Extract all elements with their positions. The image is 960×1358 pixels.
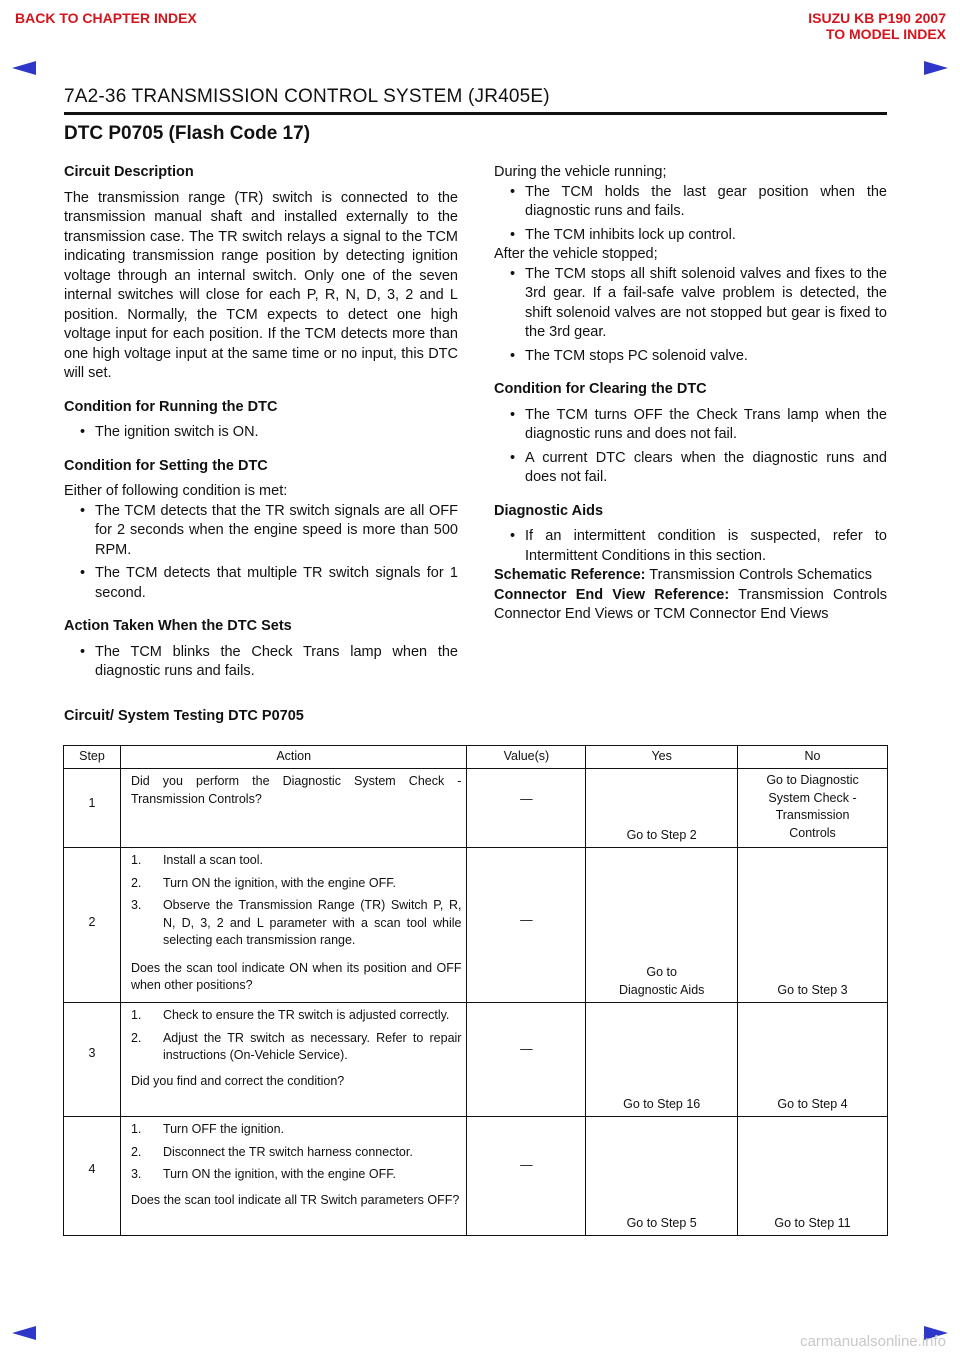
list-item: • The TCM stops all shift solenoid valves and fixes to the 3rd gear. If a fail-safe valve problem is detected, the shift solenoid valves are not stopped but gear is fixed to the 3rd gear. (494, 265, 887, 343)
yes-link[interactable]: Go to Step 5 (626, 1215, 697, 1230)
condition-running-list (64, 423, 458, 443)
diagnostic-steps-table (63, 745, 888, 1236)
no-link[interactable]: Go to Step 4 (777, 1096, 848, 1111)
list-item: 1. Install a scan tool. (130, 853, 263, 867)
list-item: 2. Disconnect the TR switch harness connector. (130, 1144, 413, 1159)
schematic-reference (494, 566, 887, 586)
no-cell (738, 1117, 888, 1236)
circuit-description-heading: Circuit Description (64, 164, 194, 180)
list-item: • If an intermittent condition is suspected, refer to Intermittent Conditions in this section. (494, 527, 887, 566)
to-model-index-link[interactable] (808, 10, 946, 42)
previous-page-arrow-icon[interactable] (12, 61, 36, 75)
action-cell (120, 1003, 467, 1117)
condition-clearing-list (494, 406, 887, 488)
model-index-label: TO MODEL INDEX (825, 26, 946, 42)
vehicle-stopped-intro: After the vehicle stopped; (494, 246, 658, 262)
list-item: 2. Turn ON the ignition, with the engine OFF. (130, 875, 396, 890)
vehicle-running-intro: During the vehicle running; (494, 164, 667, 180)
value-text: — (520, 913, 533, 927)
yes-cell (586, 848, 738, 1003)
step-cell (64, 1117, 121, 1236)
column-header-no: No (738, 746, 888, 769)
value-cell (467, 848, 586, 1003)
value-cell (467, 1003, 586, 1117)
list-item: • The TCM detects that the TR switch signals are all OFF for 2 seconds when the engine speed is more than 500 RPM. (64, 502, 458, 561)
condition-setting-list (64, 502, 458, 604)
step-question: Did you find and correct the condition? (130, 1073, 345, 1088)
connector-reference-label: Connector End View Reference: (494, 586, 730, 603)
yes-cell (586, 769, 738, 848)
value-text: — (520, 1158, 533, 1172)
system-testing-heading: Circuit/ System Testing DTC P0705 (64, 708, 304, 724)
table-row (64, 848, 888, 1003)
step-question: Did you perform the Diagnostic System Check - Transmission Controls? (130, 774, 462, 806)
connector-reference (494, 586, 887, 625)
condition-running-heading: Condition for Running the DTC (64, 398, 278, 415)
diagnostic-aids-list (494, 527, 887, 566)
step-cell (64, 1003, 121, 1117)
value-cell (467, 769, 586, 848)
column-header-yes: Yes (586, 746, 738, 769)
condition-clearing-heading: Condition for Clearing the DTC (494, 381, 707, 397)
list-item: • A current DTC clears when the diagnostic runs and does not fail. (494, 449, 887, 488)
table-row (64, 1117, 888, 1236)
action-cell (120, 769, 467, 848)
action-taken-heading: Action Taken When the DTC Sets (64, 618, 292, 634)
value-text: — (520, 1042, 533, 1056)
vehicle-stopped-list (494, 265, 887, 367)
list-item: • The TCM blinks the Check Trans lamp when the diagnostic runs and fails. (64, 643, 458, 682)
value-text: — (520, 792, 533, 806)
step-cell (64, 769, 121, 848)
list-item: • The TCM holds the last gear position when the diagnostic runs and fails. (494, 183, 887, 222)
step-instructions (131, 852, 462, 950)
list-item: • The TCM turns OFF the Check Trans lamp when the diagnostic runs and does not fail. (494, 406, 887, 445)
no-cell (738, 1003, 888, 1117)
list-item: 3. Turn ON the ignition, with the engine OFF. (130, 1167, 396, 1181)
circuit-description-text: The transmission range (TR) switch is connected to the transmission manual shaft and installed externally to the transmission case. The TR switch relays a signal to the TCM indicating transmission range position by detecting ignition voltage through an internal switch. Only one of the seven internal switches will close for each P, R, N, D, 3, 2 and L position. Normally, the TCM expects to detect one high voltage input for each position. If the TCM detects more than one high voltage input at the same time or no input, this DTC will set. (64, 189, 458, 381)
previous-page-arrow-icon[interactable] (12, 1326, 36, 1340)
step-number: 2 (88, 915, 96, 929)
list-item: • The TCM inhibits lock up control. (494, 226, 887, 246)
condition-setting-intro: Either of following condition is met: (64, 483, 288, 499)
action-cell (120, 848, 467, 1003)
list-item: 1. Check to ensure the TR switch is adjusted correctly. (130, 1008, 450, 1022)
no-link[interactable]: Go to Step 3 (777, 982, 848, 997)
right-column (494, 163, 887, 625)
list-item: • The ignition switch is ON. (64, 423, 458, 443)
action-cell (120, 1117, 467, 1236)
yes-cell (586, 1003, 738, 1117)
page-title: DTC P0705 (Flash Code 17) (64, 123, 311, 144)
list-item: 2. Adjust the TR switch as necessary. Refer to repair instructions (On-Vehicle Service). (130, 1030, 462, 1062)
list-item: • The TCM detects that multiple TR switch signals for 1 second. (64, 564, 458, 603)
step-question: Does the scan tool indicate ON when its position and OFF when other positions? (130, 960, 462, 992)
vehicle-running-list (494, 183, 887, 246)
list-item: 3. Observe the Transmission Range (TR) Switch P, R, N, D, 3, 2 and L parameter with a scan tool while selecting each transmission range. (130, 898, 462, 947)
back-to-chapter-index-link[interactable]: BACK TO CHAPTER INDEX (15, 10, 197, 26)
list-item: • The TCM stops PC solenoid valve. (494, 347, 887, 367)
yes-cell (586, 1117, 738, 1236)
yes-link[interactable]: Go to Diagnostic Aids (618, 965, 705, 997)
header-divider (64, 112, 887, 115)
connector-reference-value[interactable]: Transmission Controls Connector End Views or TCM Connector End Views (494, 586, 888, 622)
step-instructions (131, 1121, 462, 1184)
schematic-reference-value[interactable]: Transmission Controls Schematics (649, 567, 872, 583)
left-column (64, 163, 458, 682)
condition-setting-heading: Condition for Setting the DTC (64, 457, 268, 474)
no-link[interactable]: Go to Diagnostic System Check - Transmission Controls (766, 773, 859, 840)
list-item: 1. Turn OFF the ignition. (130, 1122, 285, 1136)
step-cell (64, 848, 121, 1003)
step-number: 4 (88, 1162, 96, 1176)
no-cell (738, 769, 888, 848)
value-cell (467, 1117, 586, 1236)
model-name-label: ISUZU KB P190 2007 (808, 10, 946, 26)
no-cell (738, 848, 888, 1003)
yes-link[interactable]: Go to Step 2 (626, 827, 697, 842)
yes-link[interactable]: Go to Step 16 (623, 1096, 701, 1111)
no-link[interactable]: Go to Step 11 (774, 1215, 851, 1230)
table-header-row (64, 746, 888, 769)
column-header-action: Action (120, 746, 467, 769)
watermark-text: carmanualsonline.info (800, 1333, 946, 1350)
column-header-step: Step (64, 746, 121, 769)
schematic-reference-label: Schematic Reference: (494, 567, 646, 583)
table-row (64, 1003, 888, 1117)
action-taken-list (64, 643, 458, 682)
page-header-title: 7A2-36 TRANSMISSION CONTROL SYSTEM (JR405E) (64, 86, 550, 107)
step-question: Does the scan tool indicate all TR Switch parameters OFF? (130, 1192, 460, 1207)
table-row (64, 769, 888, 848)
diagnostic-aids-heading: Diagnostic Aids (494, 502, 604, 519)
next-page-arrow-icon[interactable] (924, 61, 948, 75)
column-header-values: Value(s) (467, 746, 586, 769)
step-number: 1 (88, 796, 96, 810)
step-number: 3 (88, 1046, 96, 1060)
step-instructions (131, 1007, 462, 1065)
